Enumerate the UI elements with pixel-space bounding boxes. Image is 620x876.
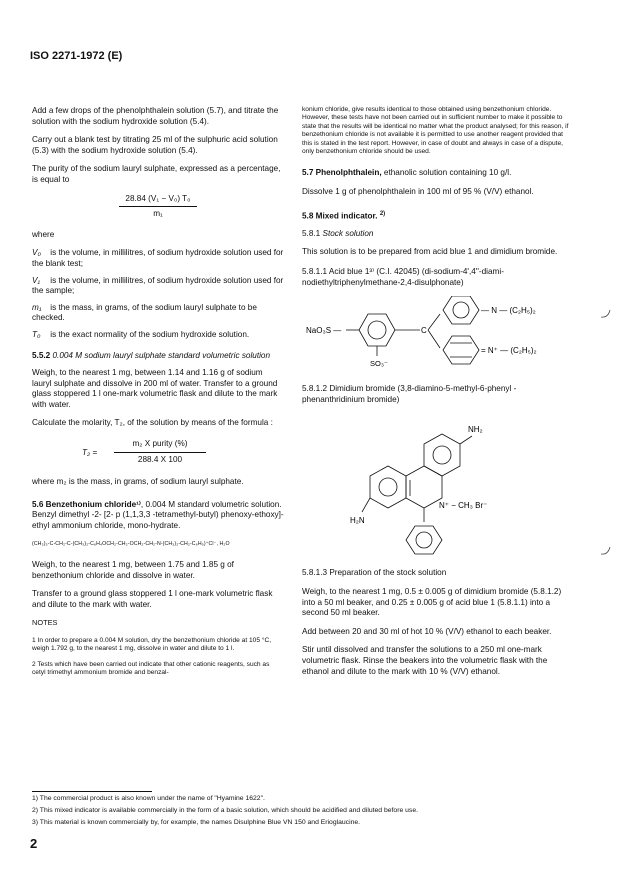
- footnote-1: 1) The commercial product is also known under the name of "Hyamine 1622".: [32, 795, 265, 802]
- section-5-8-1-1: 5.8.1.1 Acid blue 1³⁾ (C.I. 42045) (di-sodium-4',4''-diami-nodiethyltriphenylmethane-2,4-disulphonate): [302, 267, 504, 287]
- left-column: [32, 106, 284, 685]
- so3-label: SO₃⁻: [370, 359, 388, 369]
- note-2-continued: konium chloride, give results identical to those obtained using benzethonium chloride. However, these tests have not been carried out in sufficient number to make it possible to state that the results will be identical no matter what the product analysed; for this reason, if benzethonium chloride is not available it is permitted to use another reagent provided that this is stated in the test report. However, in case of doubt and always in case of a dispute, only benzethonium chloride should be used.: [302, 106, 569, 156]
- paragraph: Dissolve 1 g of phenolphthalein in 100 ml of 95 % (V/V) ethanol.: [302, 187, 534, 197]
- section-5-8-1-3: 5.8.1.3 Preparation of the stock solution: [302, 567, 447, 577]
- note-2: 2 Tests which have been carried out indicate that other cationic reagents, such as cetyl trimethyl ammonium bromide and benzal-: [32, 660, 270, 677]
- purity-formula: [32, 194, 284, 220]
- amine-top-label: — N — (C₂H₅)₂: [481, 306, 536, 316]
- notes-heading: NOTES: [32, 618, 58, 628]
- amine-bottom-label: = N⁺ — (C₂H₅)₂: [481, 346, 537, 356]
- section-5-8-1: 5.8.1 Stock solution: [302, 228, 374, 238]
- paragraph: Calculate the molarity, T₂, of the solution by means of the formula :: [32, 418, 273, 428]
- paragraph: Carry out a blank test by titrating 25 ml of the sulphuric acid solution (5.3) with the sodium hydroxide solution (5.4).: [32, 135, 278, 155]
- definition-item: V₁ is the volume, in millilitres, of sodium hydroxide solution used for the sample;: [32, 275, 284, 296]
- n-methyl-label: N⁺ − CH₃ Br⁻: [439, 500, 488, 510]
- margin-mark: [600, 309, 612, 319]
- paragraph: Add between 20 and 30 ml of hot 10 % (V/V) ethanol to each beaker.: [302, 626, 552, 636]
- formula-denominator: m₁: [153, 209, 163, 219]
- definition-item: V₀ is the volume, in millilitres, of sodium hydroxide solution used for the blank test;: [32, 248, 284, 268]
- paragraph: This solution is to be prepared from acid blue 1 and dimidium bromide.: [302, 246, 558, 256]
- molarity-formula: T₂ = m₂ X purity (%) 288.4 X 100: [32, 437, 284, 471]
- footnote-3: 3) This material is known commercially by, for example, the names Disulphine Blue VN 150 and Erioglaucine.: [32, 819, 361, 826]
- formula-numerator: 28.84 (V₁ − V₀) T₀: [119, 194, 196, 208]
- section-5-8-1-2: 5.8.1.2 Dimidium bromide (3,8-diamino-5-methyl-6-phenyl -phenanthridinium bromide): [302, 384, 517, 404]
- paragraph: Add a few drops of the phenolphthalein solution (5.7), and titrate the solution with the sodium hydroxide solution (5.4).: [32, 106, 279, 126]
- document-header: ISO 2271-1972 (E): [30, 50, 123, 62]
- section-5-7: 5.7 Phenolphthalein, ethanolic solution containing 10 g/l.: [302, 168, 512, 178]
- note-1: 1 In order to prepare a 0.004 M solution, dry the benzethonium chloride at 105 °C, weigh 1.792 g, to the nearest 1 mg, dissolve in water and dilute to 1 l.: [32, 637, 272, 653]
- naso3s-label: NaO₃S —: [306, 326, 342, 336]
- nh2-top-label: NH₂: [468, 424, 483, 434]
- paragraph: Weigh, to the nearest 1 mg, 0.5 ± 0.005 g of dimidium bromide (5.8.1.2) into a 50 ml beaker, and 0.25 ± 0.005 g of acid blue 1 (5.8.1.1) into a second 50 ml beaker.: [302, 587, 562, 618]
- paragraph: Stir until dissolved and transfer the solutions to a 250 ml one-mark volumetric flask. Rinse the beakers into the volumetric flask with the ethanol and dilute to the mark with 10 % (V/V) ethanol.: [302, 645, 548, 676]
- h2n-label: H₂N: [350, 515, 365, 525]
- right-column: [302, 106, 570, 685]
- paragraph: Weigh, to the nearest 1 mg, between 1.75 and 1.85 g of benzethonium chloride and dissolve in water.: [32, 560, 234, 580]
- benzethonium-formula: (CH₃)₃-C-CH₂-C-(CH₃)₂-C₆H₄OCH₂-CH₂-OCH₂-CH₂-N-(CH₃)₂-CH₂-C₆H₅)⁺Cl⁻, H₂O: [32, 541, 230, 548]
- margin-mark: [600, 546, 612, 556]
- paragraph: Transfer to a ground glass stoppered 1 l one-mark volumetric flask and dilute to the mark with water.: [32, 589, 273, 609]
- section-5-6: 5.6 Benzethonium chloride¹⁾, 0.004 M standard volumetric solution. Benzyl dimethyl -2- [2- p (1,1,3,3 -tetramethyl-butyl) phenoxy-ethoxy]-ethyl ammonium chloride, mono-hydrate.: [32, 499, 284, 530]
- section-5-8: 5.8 Mixed indicator. $^{2)}$: [302, 210, 386, 221]
- section-heading: 5.5.2 0.004 M sodium lauryl sulphate standard volumetric solution: [32, 350, 271, 360]
- definition-item: T₀ is the exact normality of the sodium hydroxide solution.: [32, 329, 250, 339]
- page-number: 2: [30, 836, 38, 851]
- paragraph: Weigh, to the nearest 1 mg, between 1.14 and 1.16 g of sodium lauryl sulphate and dissolve in 200 ml of water. Transfer to a ground glass stoppered 1 l one-mark volumetric flask and dilute to the mark with water.: [32, 368, 278, 409]
- dimidium-structure: [302, 414, 570, 562]
- definition-item: m₁ is the mass, in grams, of the sodium lauryl sulphate to be checked.: [32, 302, 257, 323]
- where-label: where: [32, 229, 55, 239]
- footnote-rule: [32, 791, 152, 792]
- carbon-label: C: [421, 326, 427, 336]
- paragraph: The purity of the sodium lauryl sulphate, expressed as a percentage, is equal to: [32, 164, 281, 184]
- acid-blue-structure: [302, 296, 570, 378]
- footnote-2: 2) This mixed indicator is available commercially in the form of a basic solution, which should be acidified and diluted before use.: [32, 807, 418, 814]
- paragraph: where m₂ is the mass, in grams, of sodium lauryl sulphate.: [32, 477, 244, 487]
